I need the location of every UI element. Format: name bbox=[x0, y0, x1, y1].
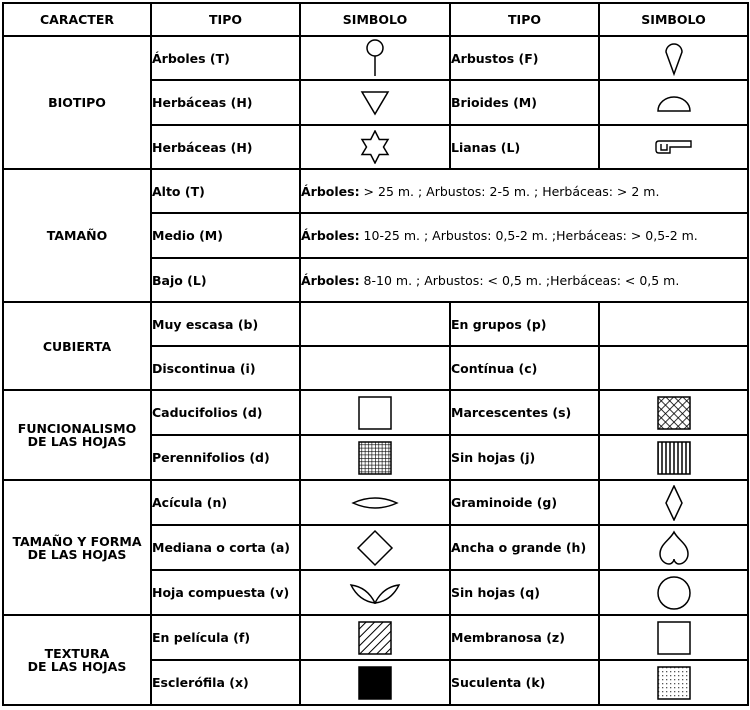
symbol-cell bbox=[300, 480, 450, 525]
cat-line: TEXTURA bbox=[44, 646, 110, 661]
size-description bbox=[300, 169, 748, 213]
star-of-david-icon bbox=[360, 130, 390, 164]
symbol-cell bbox=[300, 80, 450, 125]
header-tipo: TIPO bbox=[151, 3, 300, 36]
tipo-cell: En grupos (p) bbox=[450, 302, 599, 346]
table-row bbox=[3, 615, 748, 660]
category-biotipo: BIOTIPO bbox=[3, 36, 151, 169]
table-row bbox=[3, 169, 748, 213]
symbol-cell bbox=[300, 390, 450, 435]
desc-prefix: Árboles: bbox=[301, 183, 360, 199]
size-description bbox=[300, 258, 748, 302]
symbol-cell bbox=[300, 435, 450, 480]
symbol-cell bbox=[599, 36, 748, 80]
empty-square-icon bbox=[358, 396, 392, 430]
tipo-cell: Hoja compuesta (v) bbox=[151, 570, 300, 615]
symbol-cell-empty bbox=[300, 302, 450, 346]
symbol-cell bbox=[599, 435, 748, 480]
tipo-cell: Muy escasa (b) bbox=[151, 302, 300, 346]
table-row bbox=[3, 302, 748, 346]
tipo-cell: Árboles (T) bbox=[151, 36, 300, 80]
compound-leaf-icon bbox=[349, 581, 401, 605]
symbol-cell bbox=[599, 480, 748, 525]
half-circle-icon bbox=[656, 94, 692, 112]
tipo-cell: Alto (T) bbox=[151, 169, 300, 213]
empty-square-icon bbox=[657, 621, 691, 655]
shrub-cone-icon bbox=[662, 40, 686, 76]
tree-symbol-icon bbox=[362, 39, 388, 77]
symbol-cell bbox=[300, 36, 450, 80]
desc-text: 8-10 m. ; Arbustos: < 0,5 m. ;Herbáceas: < 0,5 m. bbox=[359, 272, 680, 288]
vertical-lines-square-icon bbox=[657, 441, 691, 475]
diamond-icon bbox=[356, 529, 394, 567]
tipo-cell: Arbustos (F) bbox=[450, 36, 599, 80]
tipo-cell: Caducifolios (d) bbox=[151, 390, 300, 435]
symbol-cell bbox=[300, 125, 450, 169]
needle-lens-icon bbox=[351, 494, 399, 512]
tipo-cell: Contínua (c) bbox=[450, 346, 599, 390]
cat-line: DE LAS HOJAS bbox=[27, 434, 127, 449]
tipo-cell: Suculenta (k) bbox=[450, 660, 599, 705]
tipo-cell: En película (f) bbox=[151, 615, 300, 660]
filled-square-icon bbox=[358, 666, 392, 700]
liana-hook-icon bbox=[654, 137, 694, 157]
category-forma bbox=[3, 480, 151, 615]
tipo-cell: Herbáceas (H) bbox=[151, 80, 300, 125]
inverted-heart-icon bbox=[657, 530, 691, 566]
triangle-down-icon bbox=[360, 90, 390, 116]
tipo-cell: Herbáceas (H) bbox=[151, 125, 300, 169]
symbol-cell bbox=[599, 525, 748, 570]
tipo-cell: Graminoide (g) bbox=[450, 480, 599, 525]
tipo-cell: Mediana o corta (a) bbox=[151, 525, 300, 570]
tipo-cell: Sin hojas (j) bbox=[450, 435, 599, 480]
legend-table bbox=[2, 2, 749, 706]
tipo-cell: Discontinua (i) bbox=[151, 346, 300, 390]
symbol-cell bbox=[599, 125, 748, 169]
table-row bbox=[3, 390, 748, 435]
cat-line: DE LAS HOJAS bbox=[27, 659, 127, 674]
header-simbolo: SIMBOLO bbox=[300, 3, 450, 36]
symbol-cell bbox=[300, 525, 450, 570]
crosshatch-square-icon bbox=[657, 396, 691, 430]
symbol-cell-empty bbox=[599, 302, 748, 346]
dotted-square-icon bbox=[657, 666, 691, 700]
header-simbolo-2: SIMBOLO bbox=[599, 3, 748, 36]
table-row bbox=[3, 480, 748, 525]
desc-text: 10-25 m. ; Arbustos: 0,5-2 m. ;Herbáceas: > 0,5-2 m. bbox=[359, 228, 698, 243]
circle-icon bbox=[656, 575, 692, 611]
tipo-cell: Marcescentes (s) bbox=[450, 390, 599, 435]
cat-line: DE LAS HOJAS bbox=[27, 546, 127, 562]
symbol-cell bbox=[599, 570, 748, 615]
symbol-cell bbox=[599, 660, 748, 705]
symbol-cell bbox=[599, 615, 748, 660]
symbol-cell bbox=[300, 660, 450, 705]
symbol-cell-empty bbox=[300, 346, 450, 390]
category-textura bbox=[3, 615, 151, 705]
category-tamano: TAMAÑO bbox=[3, 169, 151, 302]
header-caracter: CARACTER bbox=[3, 3, 151, 36]
desc-prefix: Árboles: bbox=[301, 272, 360, 288]
desc-prefix: Árboles: bbox=[301, 228, 360, 243]
table-row bbox=[3, 36, 748, 80]
narrow-diamond-icon bbox=[664, 485, 684, 521]
symbol-cell bbox=[599, 390, 748, 435]
diagonal-hatch-square-icon bbox=[358, 621, 392, 655]
category-funcionalismo bbox=[3, 390, 151, 480]
tipo-cell: Acícula (n) bbox=[151, 480, 300, 525]
tipo-cell: Medio (M) bbox=[151, 213, 300, 258]
header-row bbox=[3, 3, 748, 36]
cat-line: FUNCIONALISMO bbox=[17, 421, 137, 436]
symbol-cell bbox=[599, 80, 748, 125]
symbol-cell bbox=[300, 570, 450, 615]
tipo-cell: Brioides (M) bbox=[450, 80, 599, 125]
tipo-cell: Sin hojas (q) bbox=[450, 570, 599, 615]
tipo-cell: Ancha o grande (h) bbox=[450, 525, 599, 570]
cat-line: TAMAÑO Y FORMA bbox=[12, 533, 142, 549]
symbol-cell-empty bbox=[599, 346, 748, 390]
tipo-cell: Perennifolios (d) bbox=[151, 435, 300, 480]
tipo-cell: Esclerófila (x) bbox=[151, 660, 300, 705]
desc-text: > 25 m. ; Arbustos: 2-5 m. ; Herbáceas: > 2 m. bbox=[359, 183, 660, 199]
category-cubierta: CUBIERTA bbox=[3, 302, 151, 390]
grid-square-icon bbox=[358, 441, 392, 475]
tipo-cell: Bajo (L) bbox=[151, 258, 300, 302]
size-description bbox=[300, 213, 748, 258]
symbol-cell bbox=[300, 615, 450, 660]
tipo-cell: Lianas (L) bbox=[450, 125, 599, 169]
tipo-cell: Membranosa (z) bbox=[450, 615, 599, 660]
header-tipo-2: TIPO bbox=[450, 3, 599, 36]
